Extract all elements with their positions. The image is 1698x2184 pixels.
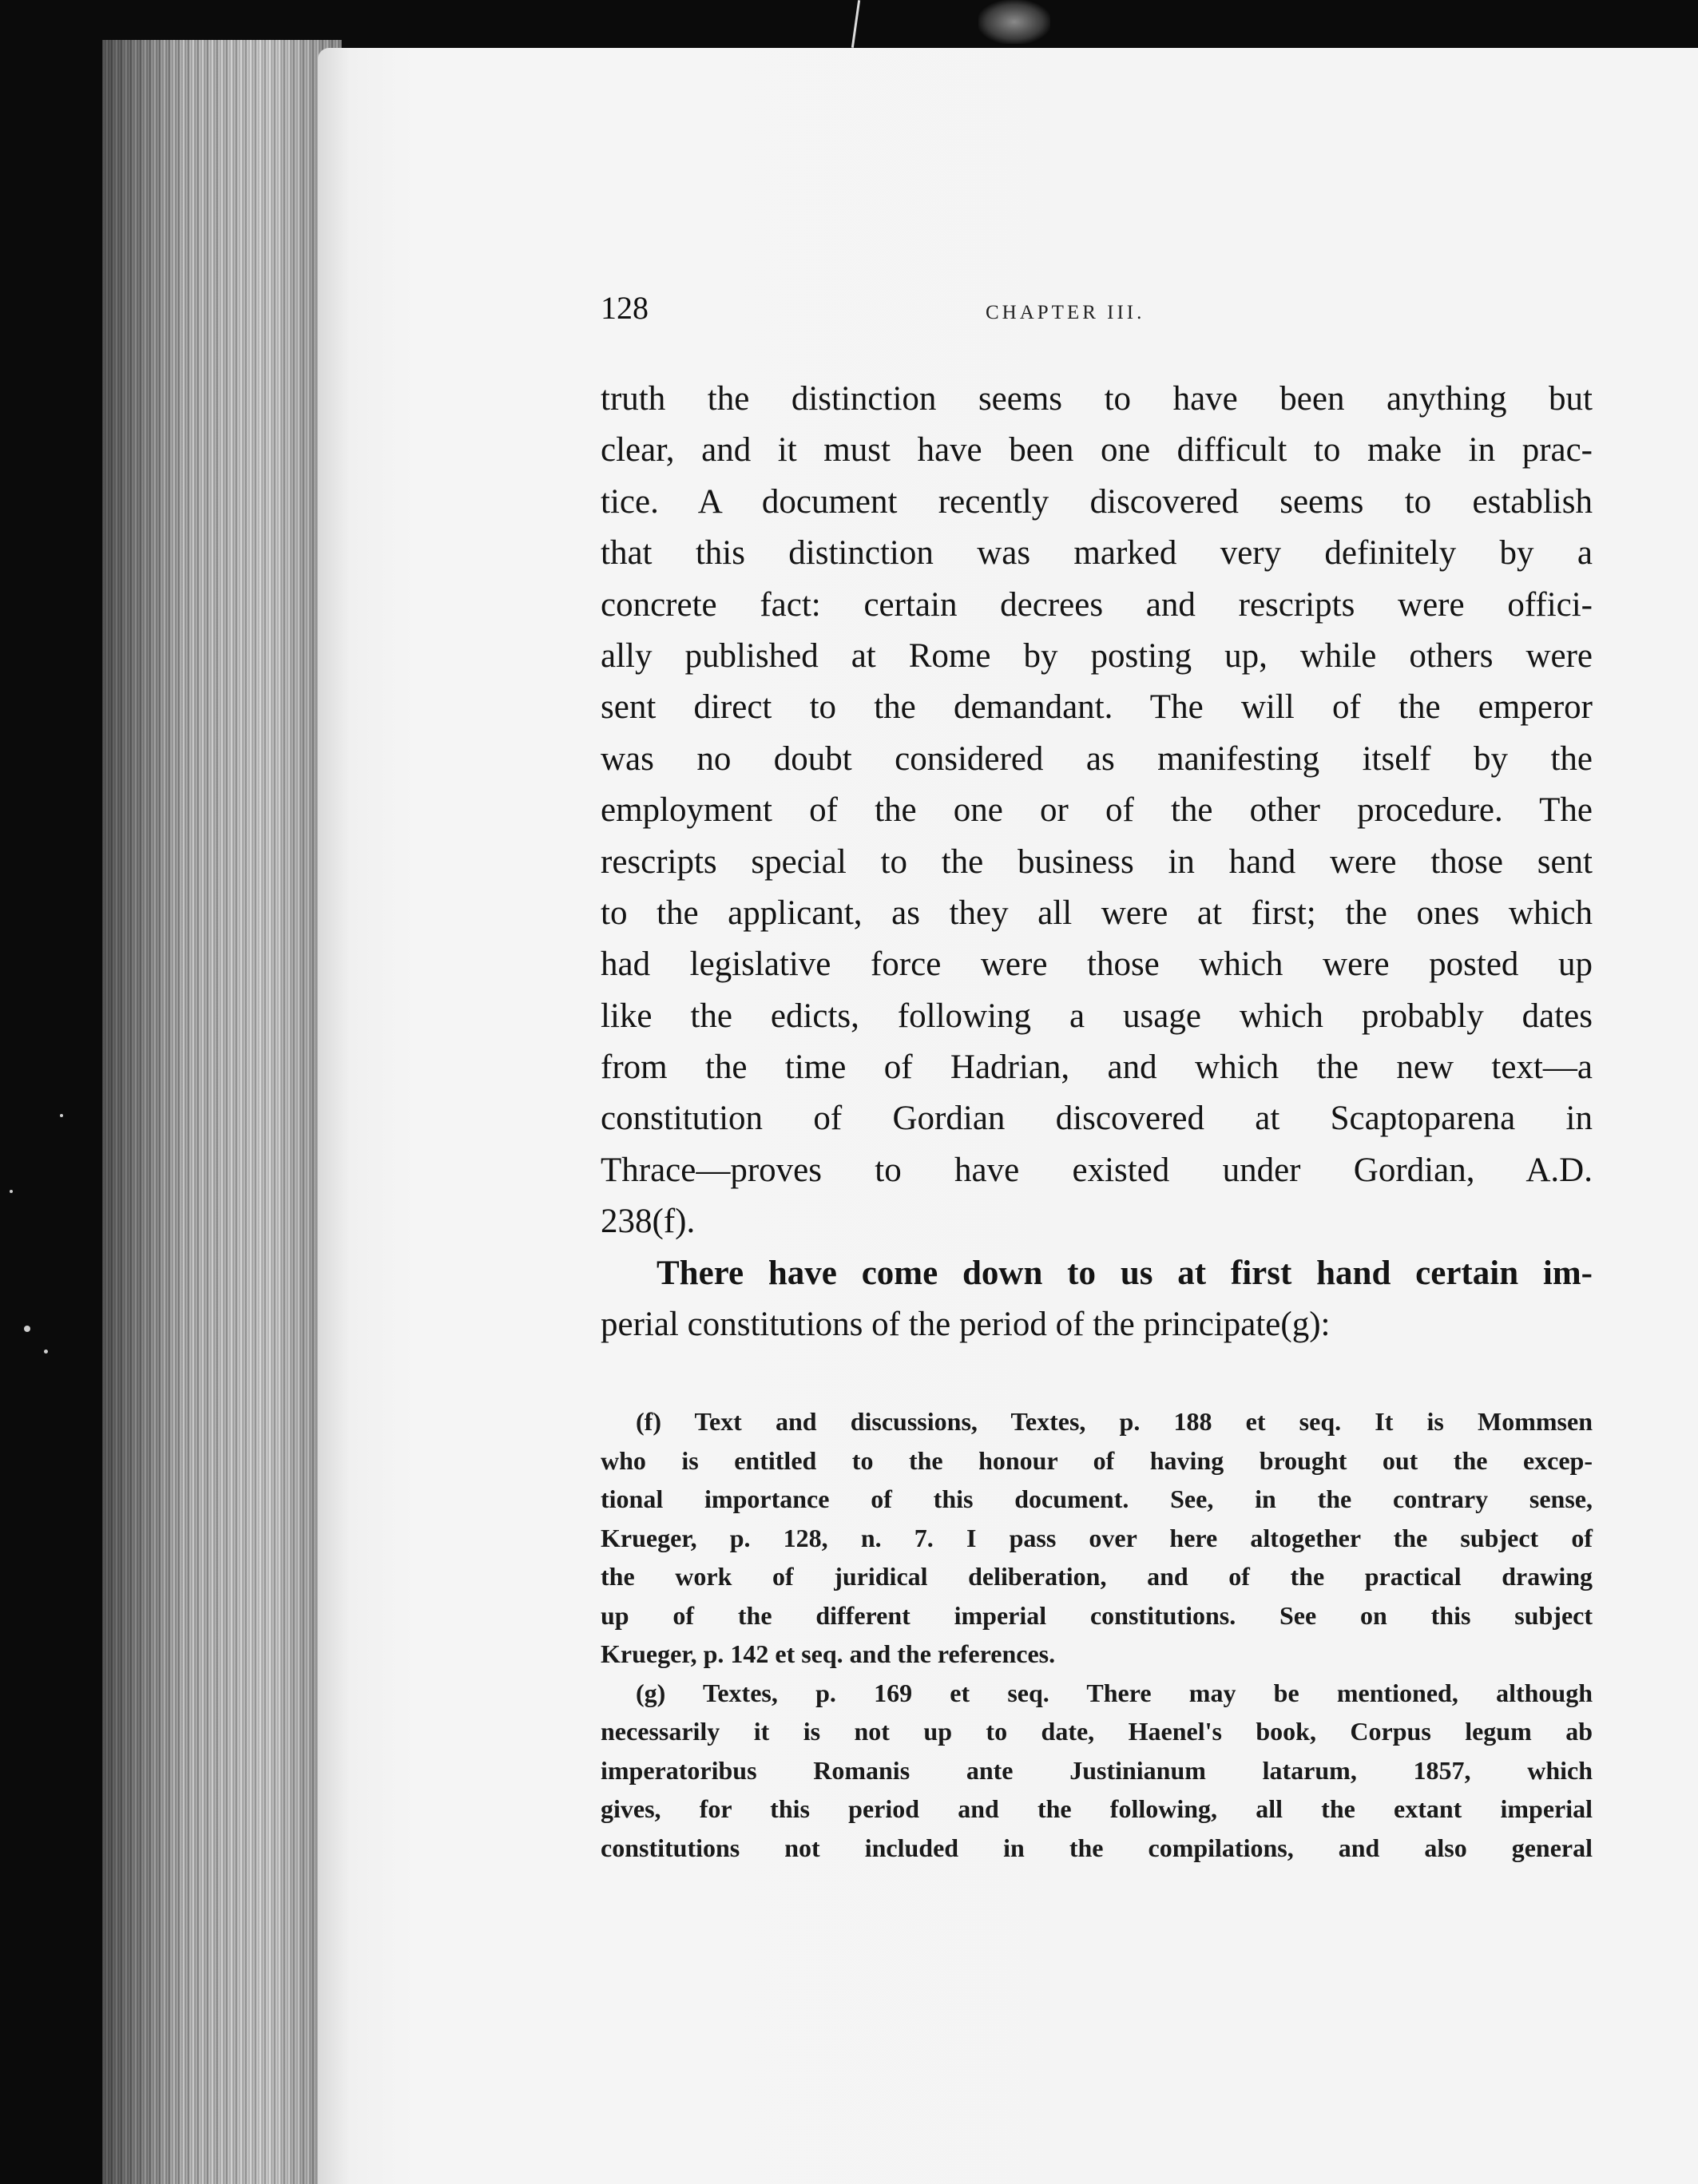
body-text — [601, 374, 1593, 1350]
body-line: employment of the one or of the other procedure. The — [601, 791, 1593, 830]
footnote-line: (f) Text and discussions, Textes, p. 188 et seq. It is Mommsen — [636, 1407, 1593, 1436]
running-head: CHAPTER III. — [986, 302, 1145, 323]
footnote-line: gives, for this period and the following, all the extant imperial — [601, 1794, 1593, 1823]
body-line: from the time of Hadrian, and which the new text—a — [601, 1048, 1593, 1087]
footnote-line: necessarily it is not up to date, Haenel's book, Corpus legum ab — [601, 1717, 1593, 1746]
body-line: Thrace—proves to have existed under Gordian, A.D. — [601, 1151, 1593, 1189]
footnote-line: constitutions not included in the compilations, and also general — [601, 1833, 1593, 1862]
body-line: tice. A document recently discovered seems to establish — [601, 482, 1593, 521]
scan-smudge — [978, 0, 1050, 44]
body-line: had legislative force were those which were posted up — [601, 945, 1593, 984]
footnote-line: imperatoribus Romanis ante Justinianum latarum, 1857, which — [601, 1755, 1593, 1785]
footnote-line: Krueger, p. 128, n. 7. I pass over here altogether the subject of — [601, 1523, 1593, 1552]
footnote-line: (g) Textes, p. 169 et seq. There may be mentioned, although — [636, 1678, 1593, 1707]
footnotes — [601, 1402, 1593, 1867]
body-line: There have come down to us at first hand certain im- — [657, 1254, 1593, 1292]
footnote-line: Krueger, p. 142 et seq. and the references. — [601, 1639, 1056, 1668]
scan-artifact-line — [851, 0, 860, 48]
footnote-line: the work of juridical deliberation, and of the practical drawing — [601, 1562, 1593, 1591]
body-line: perial constitutions of the period of the principate(g): — [601, 1306, 1331, 1344]
page-edge-shadow — [102, 40, 342, 2184]
body-line: truth the distinction seems to have been anything but — [601, 380, 1593, 418]
body-line: clear, and it must have been one difficult to make in prac- — [601, 431, 1593, 470]
body-line: that this distinction was marked very definitely by a — [601, 534, 1593, 573]
body-line: rescripts special to the business in hand were those sent — [601, 842, 1593, 881]
footnote-line: tional importance of this document. See, in the contrary sense, — [601, 1484, 1593, 1513]
body-line: concrete fact: certain decrees and rescripts were offici- — [601, 585, 1593, 624]
footnote-line: up of the different imperial constitutions. See on this subject — [601, 1600, 1593, 1630]
body-line: 238(f). — [601, 1203, 696, 1241]
body-line: to the applicant, as they all were at first; the ones which — [601, 894, 1593, 932]
body-line: constitution of Gordian discovered at Scaptoparena in — [601, 1100, 1593, 1138]
body-line: sent direct to the demandant. The will of the emperor — [601, 688, 1593, 727]
body-line: like the edicts, following a usage which probably dates — [601, 997, 1593, 1035]
footnote-line: who is entitled to the honour of having brought out the excep- — [601, 1445, 1593, 1475]
page-number: 128 — [601, 290, 649, 326]
page-header — [601, 289, 1593, 337]
body-line: was no doubt considered as manifesting itself by the — [601, 739, 1593, 778]
body-line: ally published at Rome by posting up, while others were — [601, 636, 1593, 675]
